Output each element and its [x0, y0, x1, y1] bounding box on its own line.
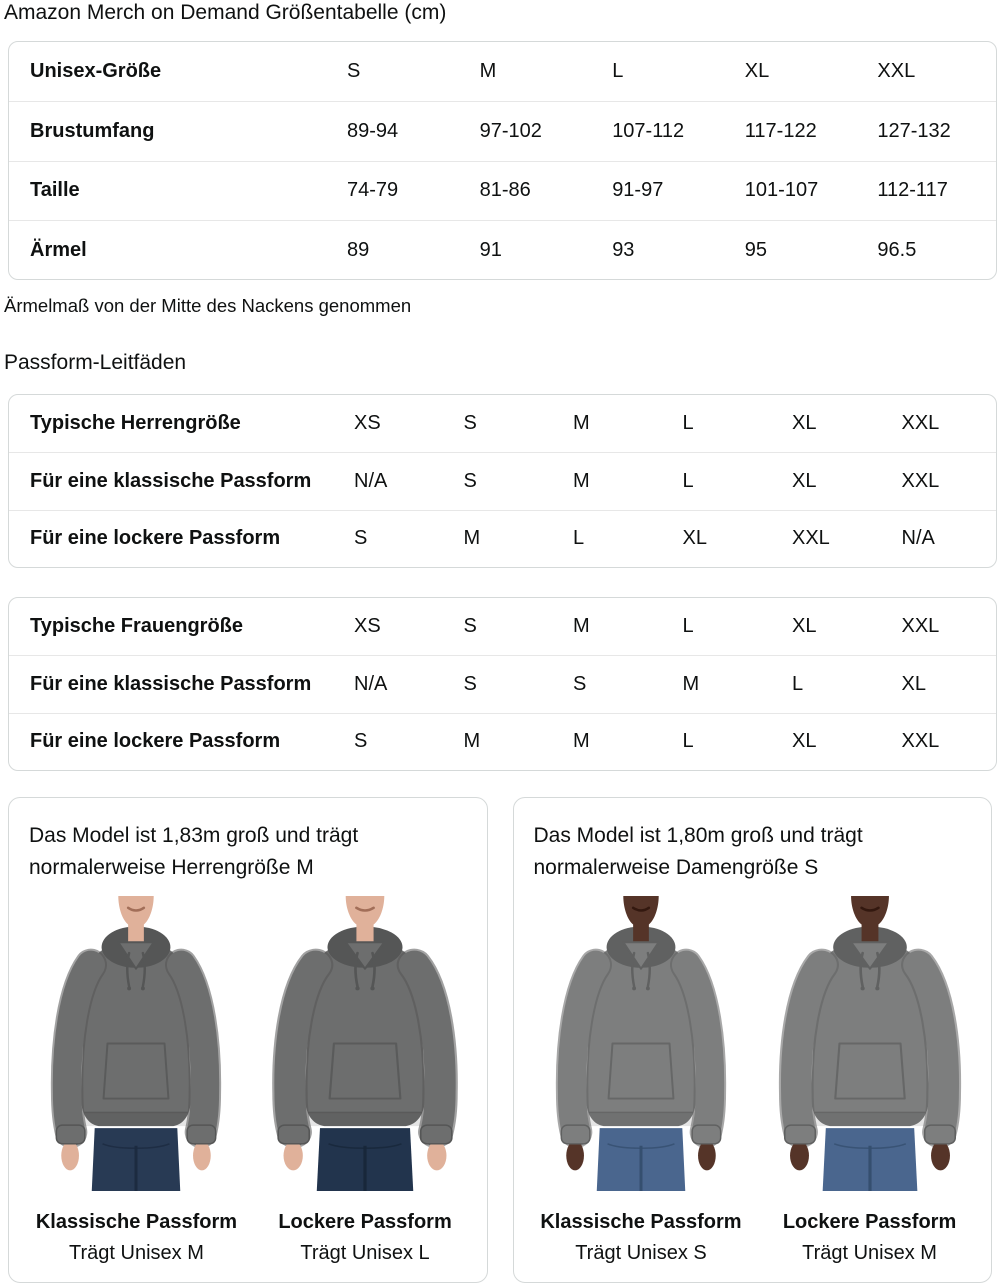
female-model-card	[513, 797, 993, 1283]
fit-size-value: L	[792, 673, 804, 696]
fit-size-value: N/A	[354, 470, 388, 493]
male-loose-fit-photo	[261, 896, 469, 1191]
row-label: Typische Herrengröße	[30, 412, 241, 435]
fit-size-value: S	[463, 412, 477, 435]
size-caption: Trägt Unisex M	[802, 1241, 937, 1264]
table-row-classic-fit	[9, 655, 996, 712]
fit-size-value: XXL	[901, 730, 940, 753]
sleeve-measure-note: Ärmelmaß von der Mitte des Nackens genommen	[4, 295, 412, 317]
fit-size-value: XL	[792, 730, 817, 753]
size-col-header: S	[347, 60, 361, 83]
figure-loose-fit	[260, 896, 471, 1264]
fit-size-value: L	[682, 730, 694, 753]
size-caption: Trägt Unisex M	[69, 1241, 204, 1264]
size-col-header: L	[612, 60, 624, 83]
row-label: Typische Frauengröße	[30, 615, 244, 638]
fit-size-value: M	[573, 615, 590, 638]
mens-fit-table	[8, 394, 997, 568]
fit-size-value: L	[573, 527, 585, 550]
table-row-waist	[9, 161, 996, 220]
measure-value: 89-94	[347, 119, 399, 142]
fit-size-value: XXL	[901, 412, 940, 435]
fit-size-value: M	[573, 470, 590, 493]
measure-value: 97-102	[479, 119, 542, 142]
row-label: Ärmel	[30, 238, 87, 261]
fit-size-value: XL	[792, 615, 817, 638]
measure-value: 112-117	[877, 179, 948, 202]
model-description: Das Model ist 1,83m groß und trägt normalerweise Herrengröße M	[29, 823, 359, 879]
row-label: Für eine klassische Passform	[30, 673, 312, 696]
measure-value: 107-112	[612, 119, 685, 142]
figure-row	[29, 896, 473, 1264]
male-classic-fit-photo	[32, 896, 240, 1191]
fit-size-value: XL	[682, 527, 707, 550]
measure-value: 95	[744, 238, 768, 261]
size-caption: Trägt Unisex L	[300, 1241, 430, 1264]
womens-fit-table	[8, 597, 997, 771]
figure-classic-fit	[31, 896, 242, 1264]
fit-size-value: XXL	[901, 470, 940, 493]
fit-size-value: N/A	[901, 527, 935, 550]
fit-caption: Klassische Passform	[540, 1210, 742, 1233]
fit-size-value: L	[682, 470, 694, 493]
fit-caption: Lockere Passform	[278, 1210, 452, 1233]
measure-value: 91-97	[612, 179, 664, 202]
measure-value: 91	[479, 238, 502, 261]
female-loose-fit-photo	[766, 896, 974, 1191]
measure-value: 89	[347, 238, 370, 261]
table-row-typical-womens	[9, 598, 996, 655]
fit-size-value: S	[354, 730, 368, 753]
table-row-sleeve	[9, 220, 996, 279]
measure-value: 93	[612, 238, 635, 261]
size-col-header: M	[479, 60, 497, 83]
row-label: Unisex-Größe	[30, 60, 162, 83]
measure-value: 96.5	[877, 238, 917, 261]
figure-loose-fit	[764, 896, 975, 1264]
table-row-chest	[9, 101, 996, 160]
fit-size-value: L	[682, 412, 694, 435]
row-label: Brustumfang	[30, 119, 155, 142]
female-classic-fit-photo	[537, 896, 745, 1191]
fit-size-value: N/A	[354, 673, 388, 696]
measure-value: 117-122	[744, 119, 817, 142]
fit-size-value: L	[682, 615, 694, 638]
table-row-classic-fit	[9, 452, 996, 509]
fit-size-value: XXL	[792, 527, 830, 550]
measure-value: 81-86	[479, 179, 531, 202]
fit-size-value: S	[354, 527, 368, 550]
fit-size-value: XS	[354, 615, 381, 638]
figure-classic-fit	[536, 896, 747, 1264]
row-label: Für eine lockere Passform	[30, 730, 281, 753]
fit-caption: Klassische Passform	[35, 1210, 238, 1233]
figure-row	[534, 896, 978, 1264]
measure-value: 74-79	[347, 179, 399, 202]
table-row-header	[9, 42, 996, 101]
fit-size-value: M	[463, 730, 481, 753]
fit-size-value: M	[573, 412, 590, 435]
size-col-header: XXL	[877, 60, 916, 83]
fit-size-value: M	[463, 527, 481, 550]
fit-size-value: M	[682, 673, 700, 696]
fit-caption: Lockere Passform	[782, 1210, 957, 1233]
size-caption: Trägt Unisex S	[575, 1241, 707, 1264]
fit-size-value: S	[463, 615, 477, 638]
fit-guide-title: Passform-Leitfäden	[4, 351, 187, 375]
male-model-card	[8, 797, 488, 1283]
fit-size-value: XS	[354, 412, 381, 435]
measure-value: 127-132	[877, 119, 951, 142]
row-label: Für eine klassische Passform	[30, 470, 312, 493]
fit-size-value: M	[573, 730, 590, 753]
fit-size-value: S	[573, 673, 587, 696]
fit-size-value: XL	[792, 412, 817, 435]
page-title: Amazon Merch on Demand Größentabelle (cm)	[4, 1, 447, 24]
table-row-typical-mens	[9, 395, 996, 452]
unisex-size-table	[8, 41, 997, 280]
measure-value: 101-107	[744, 179, 819, 202]
fit-size-value: XL	[901, 673, 926, 696]
row-label: Taille	[30, 179, 80, 202]
fit-size-value: XXL	[901, 615, 940, 638]
fit-size-value: S	[463, 470, 477, 493]
fit-size-value: S	[463, 673, 477, 696]
model-description: Das Model ist 1,80m groß und trägt normalerweise Damengröße S	[533, 823, 863, 879]
table-row-loose-fit	[9, 713, 996, 770]
size-col-header: XL	[744, 60, 770, 83]
model-cards	[8, 797, 992, 1283]
fit-size-value: XL	[792, 470, 817, 493]
row-label: Für eine lockere Passform	[30, 527, 281, 550]
table-row-loose-fit	[9, 510, 996, 567]
